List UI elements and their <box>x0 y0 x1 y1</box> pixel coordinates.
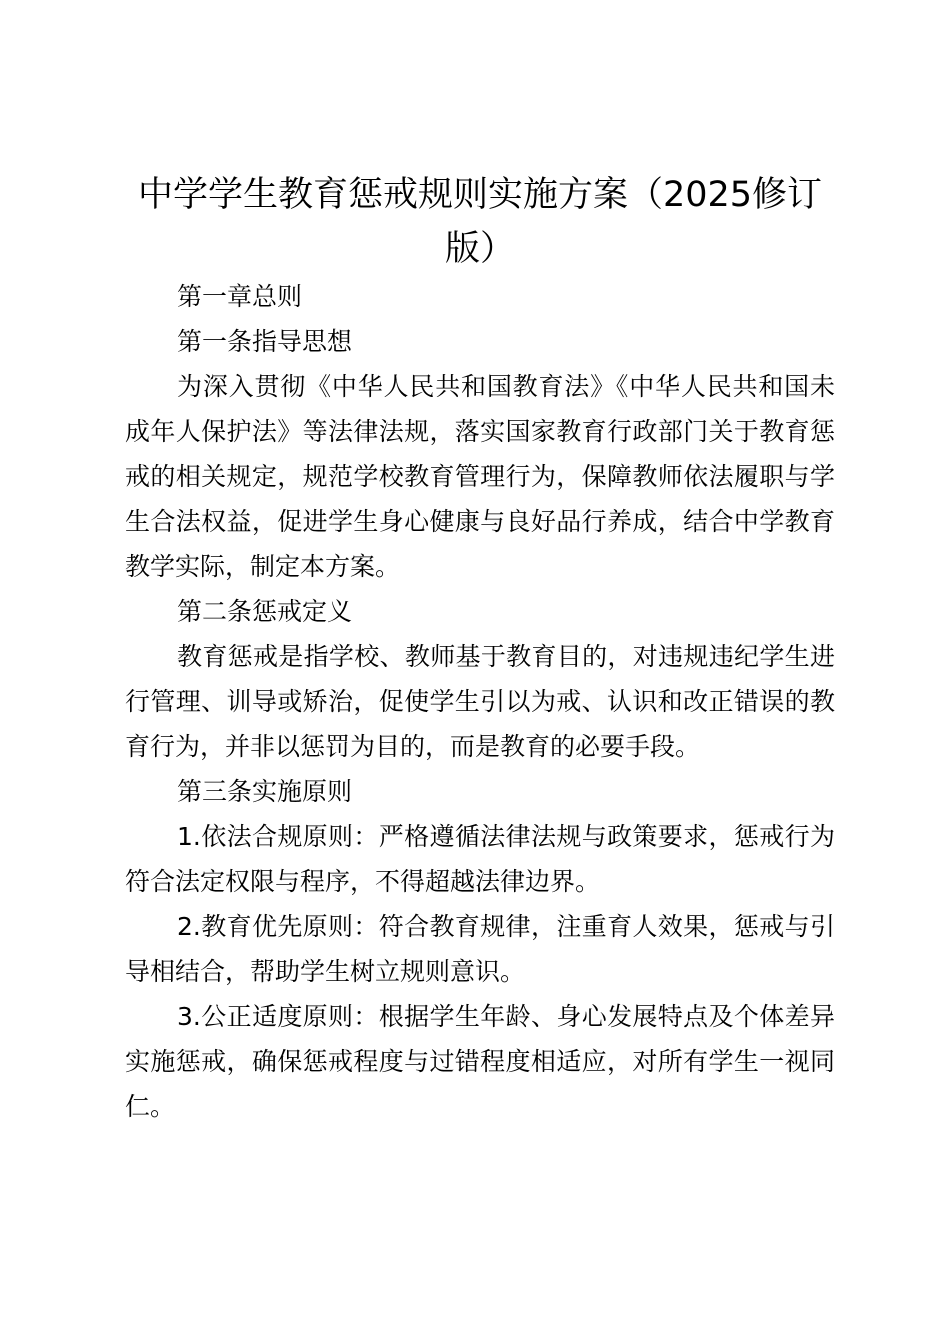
article-heading: 第二条惩戒定义 <box>177 597 353 626</box>
document-title: 中学学生教育惩戒规则实施方案（2025修订版） <box>137 175 823 269</box>
chapter-heading: 第一章总则 <box>177 282 303 311</box>
article-heading: 第三条实施原则 <box>177 777 353 806</box>
document-body <box>125 274 835 1129</box>
article-heading: 第一条指导思想 <box>177 327 353 356</box>
principle-item: 2.教育优先原则：符合教育规律，注重育人效果，惩戒与引导相结合，帮助学生树立规则意识。 <box>125 912 835 986</box>
principle-item: 1.依法合规原则：严格遵循法律法规与政策要求，惩戒行为符合法定权限与程序，不得超越法律边界。 <box>125 822 835 896</box>
body-paragraph: 为深入贯彻《中华人民共和国教育法》《中华人民共和国未成年人保护法》等法律法规，落实国家教育行政部门关于教育惩戒的相关规定，规范学校教育管理行为，保障教师依法履职与学生合法权益，促进学生身心健康与良好品行养成，结合中学教育教学实际，制定本方案。 <box>125 372 835 581</box>
body-paragraph: 教育惩戒是指学校、教师基于教育目的，对违规违纪学生进行管理、训导或矫治，促使学生引以为戒、认识和改正错误的教育行为，并非以惩罚为目的，而是教育的必要手段。 <box>125 642 835 761</box>
principle-item: 3.公正适度原则：根据学生年龄、身心发展特点及个体差异实施惩戒，确保惩戒程度与过错程度相适应，对所有学生一视同仁。 <box>125 1002 835 1121</box>
